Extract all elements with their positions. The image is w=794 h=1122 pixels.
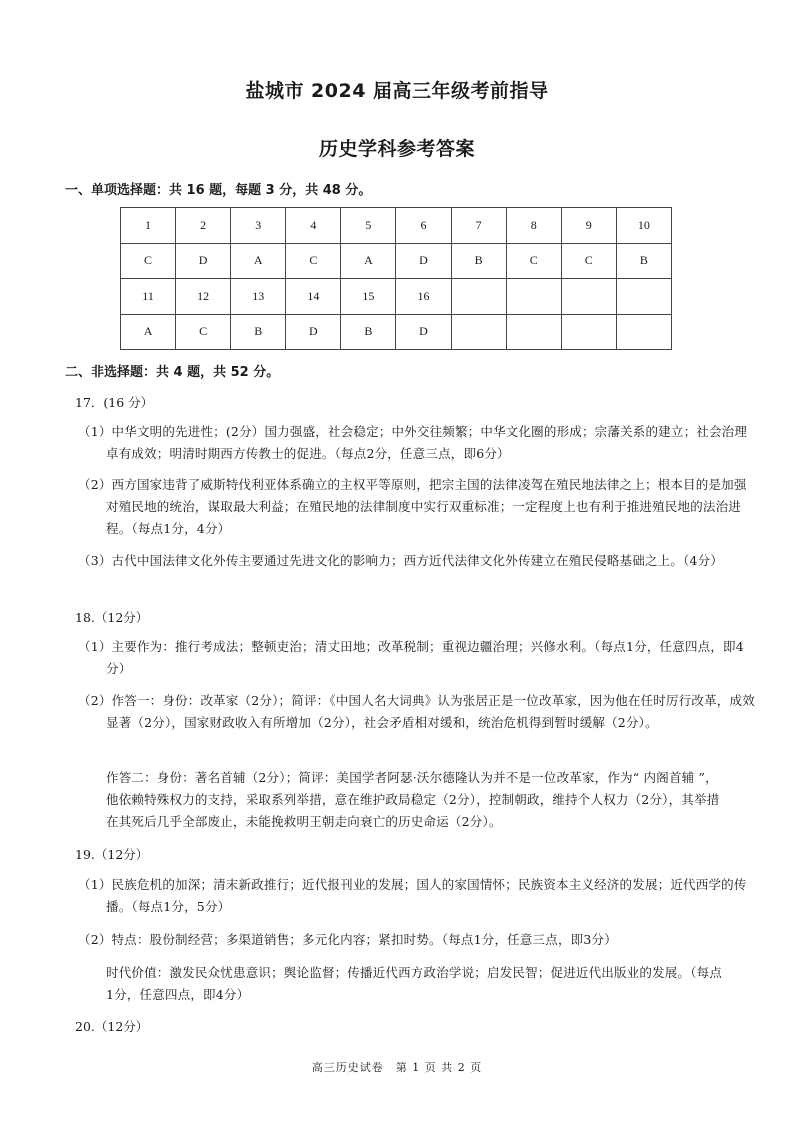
question-18-heading: 18.（12分） <box>75 610 149 625</box>
question-20-heading: 20.（12分） <box>75 1019 149 1034</box>
q19-answer-1: （1）民族危机的加深；清末新政推行；近代报刊业的发展；国人的家国情怀；民族资本主义经济的发展；近代西学的传播。（每点1分，5分） <box>78 877 747 914</box>
question-number-cell: 5 <box>341 208 396 244</box>
question-number-cell <box>616 279 671 315</box>
question-number-cell <box>561 279 616 315</box>
answer-table <box>120 207 672 350</box>
answer-letter-cell <box>451 314 506 350</box>
section-heading-choice: 一、单项选择题：共 16 题，每题 3 分，共 48 分。 <box>65 183 372 198</box>
answer-letter-cell: C <box>286 243 341 279</box>
answer-letter-cell: A <box>341 243 396 279</box>
q19-answer-2: （2）特点：股份制经营；多渠道销售；多元化内容；紧扣时势。（每点1分，任意三点，即3分） <box>78 932 617 947</box>
question-number-cell: 12 <box>176 279 231 315</box>
answer-letter-cell: B <box>616 243 671 279</box>
answer-letter-cell <box>616 314 671 350</box>
q17-answer-3: （3）古代中国法律文化外传主要通过先进文化的影响力；西方近代法律文化外传建立在殖民侵略基础之上。（4分） <box>78 553 724 568</box>
question-number-cell: 11 <box>121 279 176 315</box>
question-number-cell: 15 <box>341 279 396 315</box>
answer-letter-cell <box>561 314 616 350</box>
question-number-cell: 6 <box>396 208 451 244</box>
q18-answer-1: （1）主要作为：推行考成法；整顿吏治；清丈田地；改革税制；重视边疆治理；兴修水利。（每点1分，任意四点，即4分） <box>78 639 744 676</box>
q18-answer-2: （2）作答一：身份：改革家（2分）；简评：《中国人名大词典》认为张居正是一位改革家，因为他在任时厉行改革，成效显著（2分），国家财政收入有所增加（2分），社会矛盾相对缓和，统治危机得到暂时缓解（2分）。 <box>78 693 755 730</box>
question-number-cell: 10 <box>616 208 671 244</box>
q18-answer-2-alt: 作答二：身份：著名首辅（2分）；简评：美国学者阿瑟·沃尔德隆认为并不是一位改革家，作为“ 内阁首辅 ”，他依赖特殊权力的支持，采取系列举措，意在维护政局稳定（2分），控制朝政，维持个人权力（2分），其举措在其死后几乎全部废止，未能挽救明王朝走向衰亡的历史命运（2分）。 <box>106 770 720 829</box>
question-number-cell: 3 <box>231 208 286 244</box>
question-number-cell: 1 <box>121 208 176 244</box>
question-number-cell: 7 <box>451 208 506 244</box>
page-subtitle: 历史学科参考答案 <box>318 138 475 160</box>
question-number-cell: 2 <box>176 208 231 244</box>
answer-table-row <box>121 279 672 315</box>
question-19-heading: 19.（12分） <box>75 847 149 862</box>
answer-letter-cell: D <box>286 314 341 350</box>
q17-answer-2: （2）西方国家违背了威斯特伐利亚体系确立的主权平等原则，把宗主国的法律凌驾在殖民地法律之上；根本目的是加强对殖民地的统治，谋取最大利益；在殖民地的法律制度中实行双重标准；一定程度上也有利于推进殖民地的法治进程。（每点1分，4分） <box>78 477 747 536</box>
question-number-cell: 14 <box>286 279 341 315</box>
question-number-cell <box>506 279 561 315</box>
answer-letter-cell: C <box>121 243 176 279</box>
question-17-heading: 17．(16 分） <box>75 395 154 410</box>
answer-letter-cell: B <box>231 314 286 350</box>
answer-letter-cell: D <box>176 243 231 279</box>
question-number-cell: 13 <box>231 279 286 315</box>
answer-letter-cell: D <box>396 314 451 350</box>
answer-letter-cell: A <box>121 314 176 350</box>
answer-letter-cell: C <box>176 314 231 350</box>
answer-letter-cell: C <box>561 243 616 279</box>
q17-answer-1: （1）中华文明的先进性；(2分）国力强盛，社会稳定；中外交往频繁；中华文化圈的形成；宗藩关系的建立；社会治理卓有成效；明清时期西方传教士的促进。（每点2分，任意三点，即6分） <box>78 424 748 461</box>
answer-letter-cell: B <box>341 314 396 350</box>
answer-letter-cell: C <box>506 243 561 279</box>
answer-letter-cell <box>506 314 561 350</box>
question-number-cell: 9 <box>561 208 616 244</box>
answer-letter-cell: A <box>231 243 286 279</box>
question-number-cell: 4 <box>286 208 341 244</box>
q19-answer-2-value: 时代价值：激发民众忧患意识；舆论监督；传播近代西方政治学说；启发民智；促进近代出版业的发展。（每点1分，任意四点，即4分） <box>106 965 723 1002</box>
question-number-cell: 8 <box>506 208 561 244</box>
question-number-cell <box>451 279 506 315</box>
question-number-cell: 16 <box>396 279 451 315</box>
answer-letter-cell: B <box>451 243 506 279</box>
answer-letter-cell: D <box>396 243 451 279</box>
answer-table-row <box>121 243 672 279</box>
answer-table-row <box>121 314 672 350</box>
page-footer: 高三历史试卷 第 1 页 共 2 页 <box>311 1061 483 1074</box>
answer-table-row <box>121 208 672 244</box>
page-title: 盐城市 2024 届高三年级考前指导 <box>245 80 549 102</box>
section-heading-nonchoice: 二、非选择题：共 4 题，共 52 分。 <box>65 365 280 380</box>
